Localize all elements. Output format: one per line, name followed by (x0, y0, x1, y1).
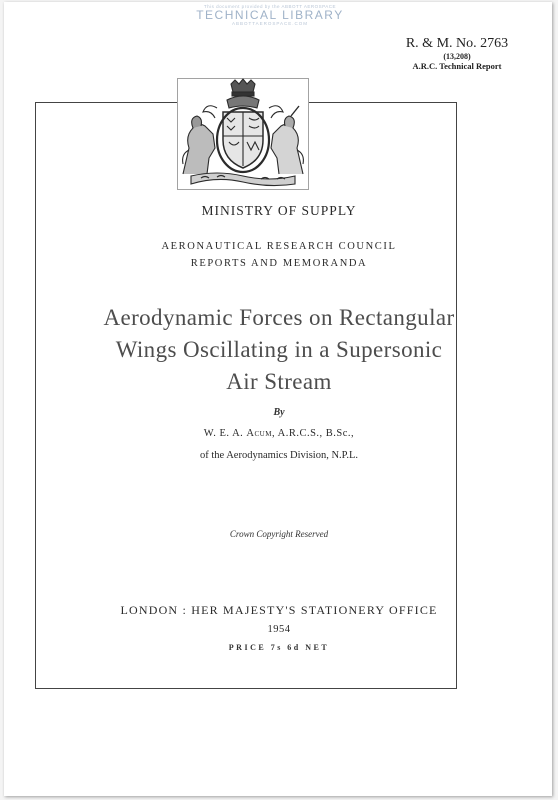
watermark-provider-text: This document provided by the ABBOTT AEROSPACE (203, 4, 337, 9)
copyright-notice: Crown Copyright Reserved (229, 529, 329, 539)
publisher-line: LONDON : HER MAJESTY'S STATIONERY OFFICE (120, 603, 438, 617)
title-line-2: Wings Oscillating in a Supersonic (115, 337, 443, 362)
author-initials: W. E. A. (203, 428, 244, 439)
council-heading (0, 238, 558, 272)
watermark-title: TECHNICAL LIBRARY (196, 8, 344, 22)
author-surname: Acum (246, 428, 272, 439)
library-watermark (160, 4, 380, 26)
author-line (0, 428, 558, 439)
price-line: PRICE 7s 6d NET (228, 643, 330, 652)
report-code: (13,208) (443, 52, 471, 61)
byline: By (273, 407, 285, 418)
ministry-heading: MINISTRY OF SUPPLY (201, 203, 357, 218)
report-number: R. & M. No. 2763 (405, 36, 509, 51)
author-division: of the Aerodynamics Division, N.P.L. (199, 450, 359, 461)
publication-year: 1954 (267, 624, 291, 635)
title-line-1: Aerodynamic Forces on Rectangular (103, 305, 455, 330)
author-credentials: , A.R.C.S., B.Sc., (271, 428, 355, 439)
technical-report-label: A.R.C. Technical Report (412, 61, 502, 71)
title-line-3: Air Stream (226, 369, 332, 394)
council-name: AERONAUTICAL RESEARCH COUNCIL (161, 241, 397, 252)
watermark-url: ABBOTTAEROSPACE.COM (231, 21, 309, 26)
report-reference (392, 36, 522, 71)
report-title (0, 302, 558, 398)
royal-coat-of-arms-icon (177, 78, 309, 190)
series-name: REPORTS AND MEMORANDA (190, 258, 368, 269)
